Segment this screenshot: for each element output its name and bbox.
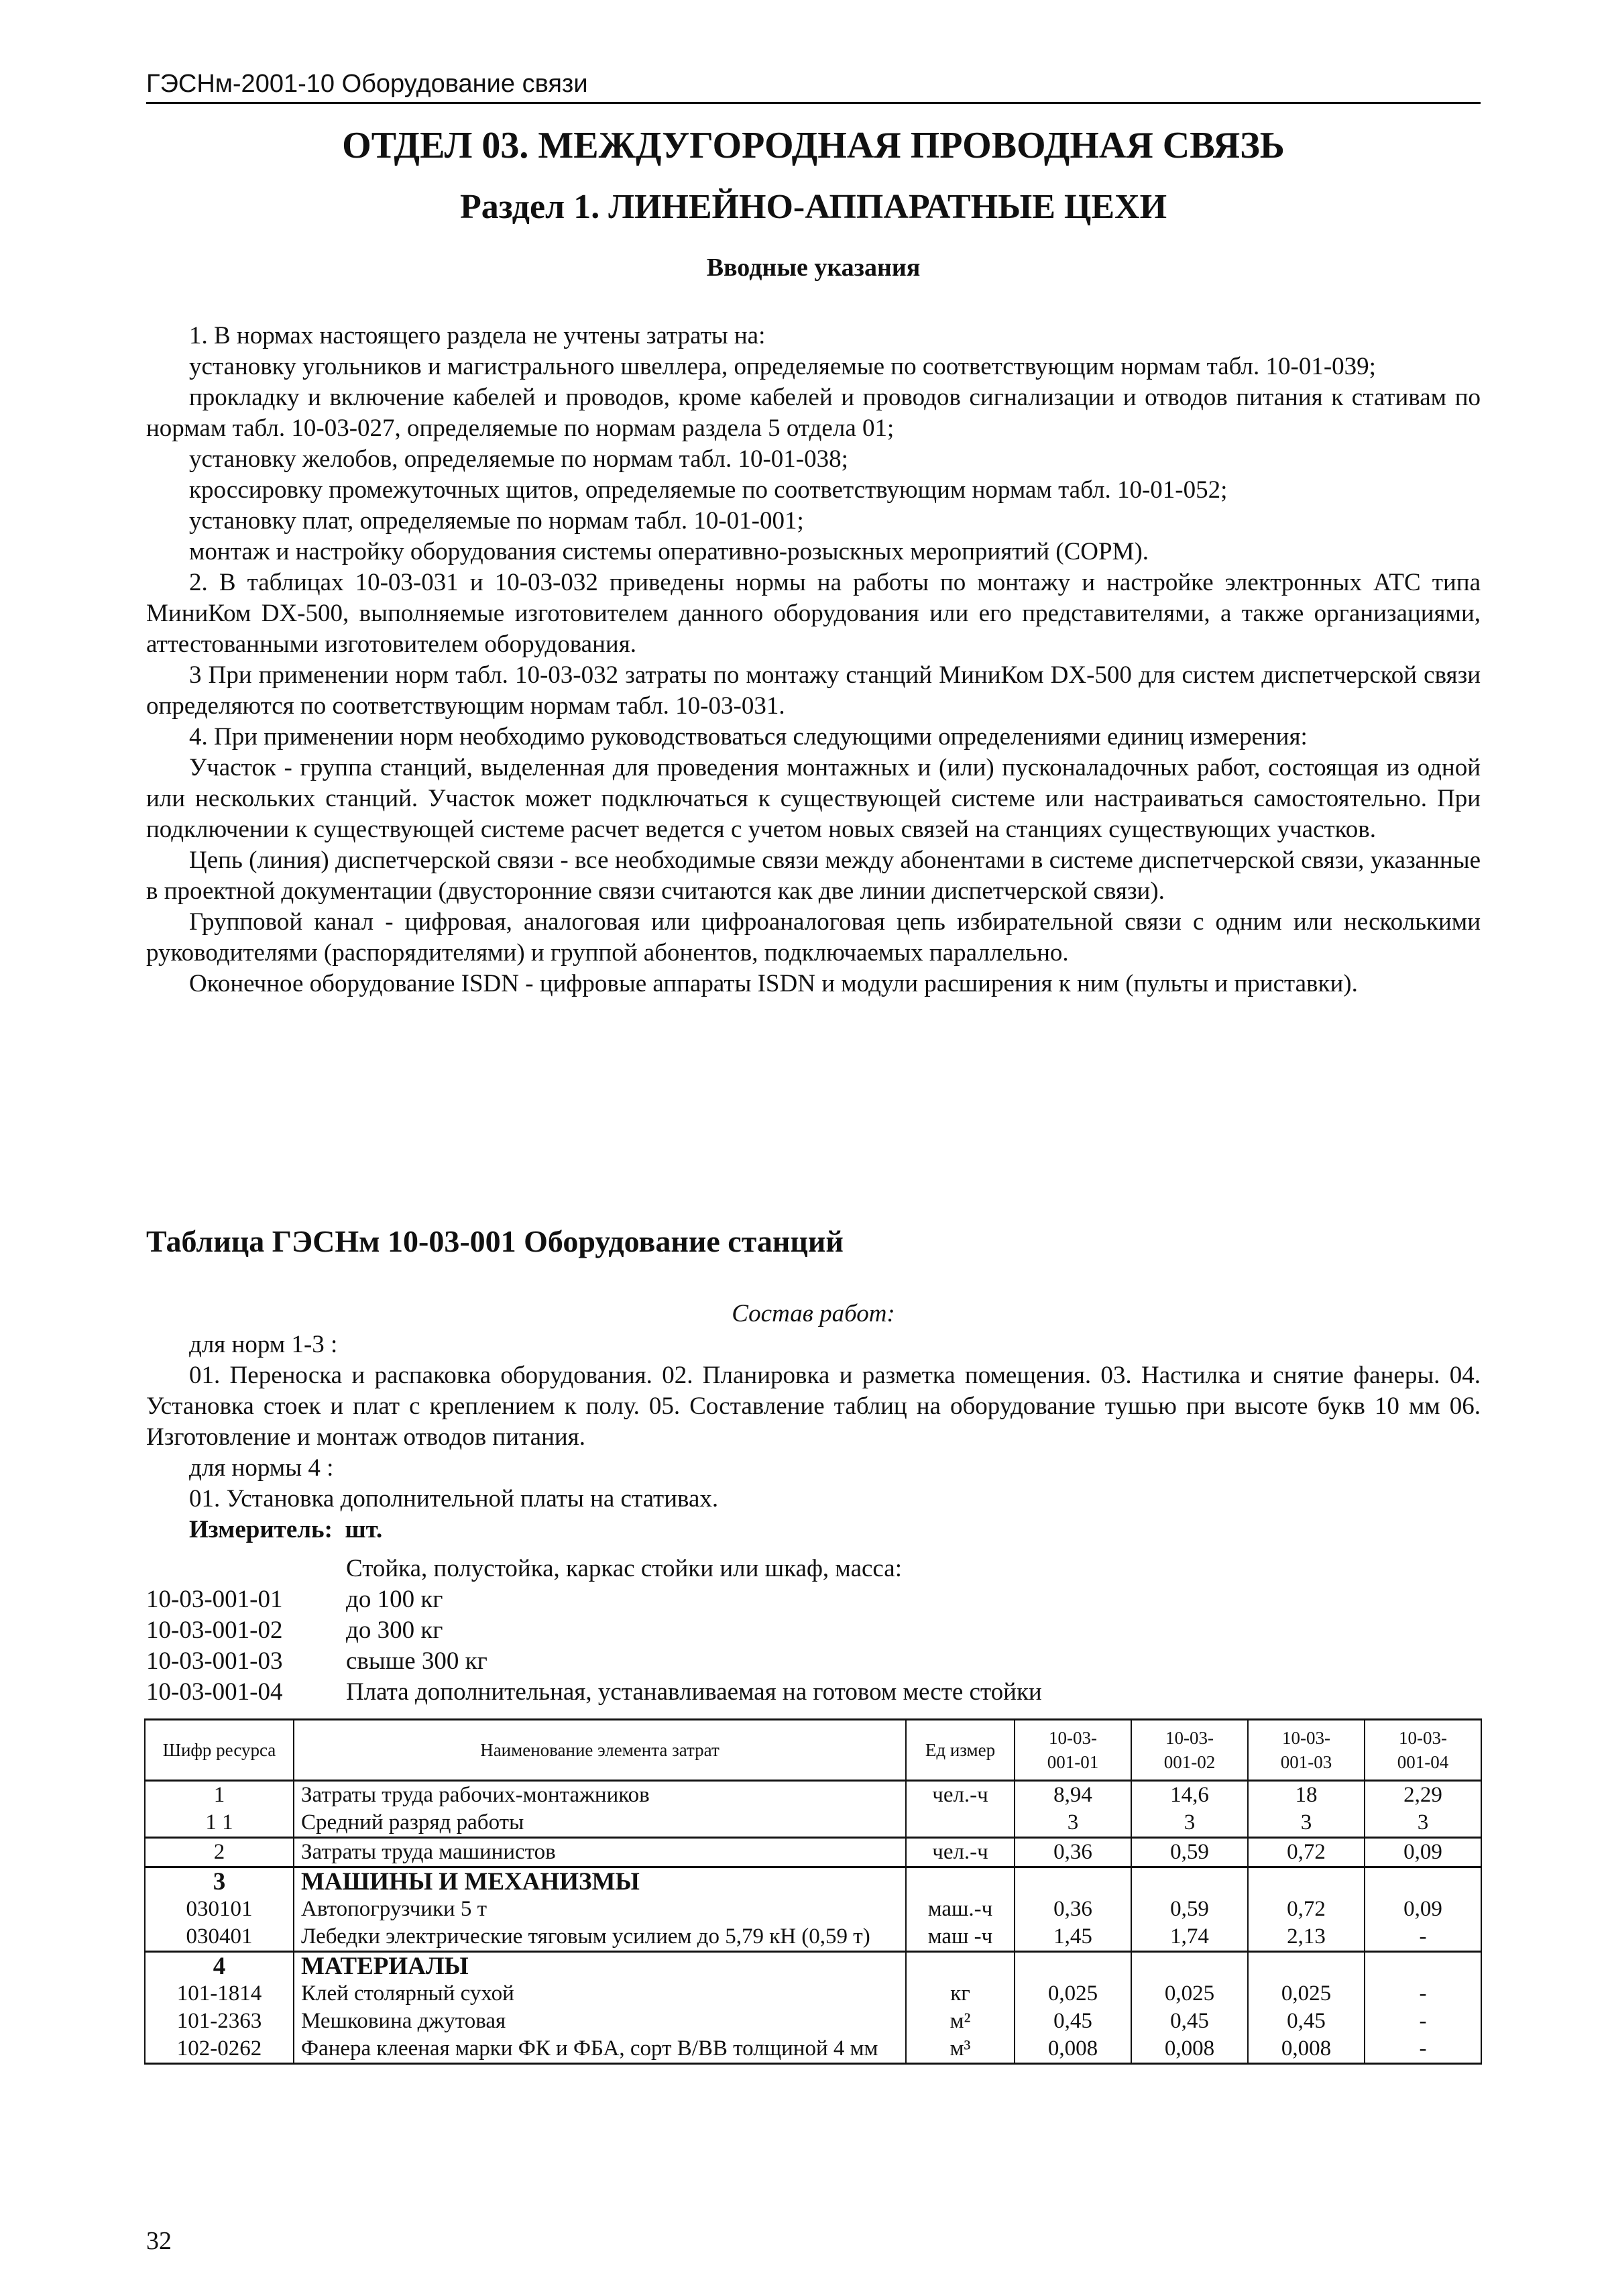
norms-1-3-label: для норм 1-3 : bbox=[189, 1331, 338, 1358]
intro-paragraph: установку плат, определяемые по нормам табл. 10-01-001; bbox=[189, 507, 804, 535]
table-row: 2 Затраты труда машинистов чел.-ч 0,36 0,59 0,72 0,09 bbox=[145, 1838, 1481, 1867]
intro-paragraph: 1. В нормах настоящего раздела не учтены затраты на: bbox=[189, 322, 766, 349]
table-row: 030401 Лебедки электрические тяговым усилием до 5,79 кН (0,59 т) маш -ч 1,45 1,74 2,13 - bbox=[145, 1923, 1481, 1952]
norm-code: 10-03-001-01 bbox=[146, 1586, 283, 1613]
norms-intro-row bbox=[146, 1553, 1481, 1584]
meter-label: Измеритель: bbox=[189, 1516, 333, 1543]
norm-desc: до 100 кг bbox=[346, 1586, 443, 1613]
intro-paragraph: Участок - группа станций, выделенная для проведения монтажных и (или) пусконаладочных работ, состоящая из одной или нескольких станций. Участок может подключаться к существующей системе или настраиваться самостоятельно. При подключении к существующей системе расчет ведется с учетом новых связей на станциях существующих участков. bbox=[146, 754, 1481, 843]
norm-4-label: для нормы 4 : bbox=[189, 1454, 334, 1482]
table-group-row: 3 МАШИНЫ И МЕХАНИЗМЫ bbox=[145, 1867, 1481, 1896]
header-unit: Ед измер bbox=[906, 1720, 1015, 1781]
table-row: 101-2363 Мешковина джутовая м² 0,45 0,45 0,45 - bbox=[145, 2008, 1481, 2035]
header-name: Наименование элемента затрат bbox=[294, 1720, 906, 1781]
table-row: 1 1 Средний разряд работы 3 3 3 3 bbox=[145, 1809, 1481, 1838]
table-row: 102-0262 Фанера клееная марки ФК и ФБА, сорт В/ВВ толщиной 4 мм м³ 0,008 0,008 0,008 - bbox=[145, 2035, 1481, 2064]
norm-row bbox=[146, 1677, 1481, 1708]
table-header-row bbox=[145, 1720, 1481, 1781]
intro-paragraph: монтаж и настройку оборудования системы оперативно-розыскных мероприятий (СОРМ). bbox=[189, 538, 1149, 565]
running-header: ГЭСНм-2001-10 Оборудование связи bbox=[146, 70, 588, 98]
norm-code: 10-03-001-02 bbox=[146, 1617, 283, 1644]
intro-paragraph: Цепь (линия) диспетчерской связи - все необходимые связи между абонентами в системе диспетчерской связи, указанные в проектной документации (двусторонние связи считаются как две линии диспетчерской связи). bbox=[146, 846, 1481, 905]
norm-row bbox=[146, 1615, 1481, 1646]
intro-paragraph: установку желобов, определяемые по нормам табл. 10-01-038; bbox=[189, 445, 848, 473]
norm-4-text: 01. Установка дополнительной платы на стативах. bbox=[189, 1485, 719, 1513]
intro-paragraph: кроссировку промежуточных щитов, определяемые по соответствующим нормам табл. 10-01-052; bbox=[189, 476, 1228, 504]
header-code: Шифр ресурса bbox=[145, 1720, 294, 1781]
table-title: Таблица ГЭСНм 10-03-001 Оборудование станций bbox=[146, 1224, 844, 1258]
header-norm-4: 10-03- 001-04 bbox=[1365, 1720, 1481, 1781]
norm-row bbox=[146, 1584, 1481, 1615]
department-title: ОТДЕЛ 03. МЕЖДУГОРОДНАЯ ПРОВОДНАЯ СВЯЗЬ bbox=[342, 125, 1285, 166]
table-row: 1 Затраты труда рабочих-монтажников чел.-ч 8,94 14,6 18 2,29 bbox=[145, 1781, 1481, 1810]
intro-paragraph: 4. При применении норм необходимо руководствоваться следующими определениями единиц измерения: bbox=[189, 723, 1308, 751]
table-group-row: 4 МАТЕРИАЛЫ bbox=[145, 1952, 1481, 1981]
header-norm-3: 10-03- 001-03 bbox=[1248, 1720, 1365, 1781]
header-rule bbox=[146, 102, 1481, 104]
norm-code: 10-03-001-04 bbox=[146, 1678, 283, 1706]
norms-list bbox=[146, 1553, 1481, 1708]
norm-desc: свыше 300 кг bbox=[346, 1647, 487, 1675]
page-number: 32 bbox=[146, 2227, 172, 2255]
work-composition-heading: Состав работ: bbox=[732, 1300, 895, 1327]
intro-paragraph: 3 При применении норм табл. 10-03-032 затраты по монтажу станций МиниКом DX-500 для систем диспетчерской связи определяются по соответствующим нормам табл. 10-03-031. bbox=[146, 661, 1481, 720]
header-norm-1: 10-03- 001-01 bbox=[1015, 1720, 1131, 1781]
header-norm-2: 10-03- 001-02 bbox=[1131, 1720, 1248, 1781]
meter-line bbox=[146, 1515, 1481, 1545]
intro-paragraph: 2. В таблицах 10-03-031 и 10-03-032 приведены нормы на работы по монтажу и настройке электронных АТС типа МиниКом DX-500, выполняемые изготовителем данного оборудования или его представителями, а также организациями, аттестованными изготовителем оборудования. bbox=[146, 569, 1481, 658]
intro-body bbox=[146, 321, 1481, 999]
norms-intro: Стойка, полустойка, каркас стойки или шкаф, масса: bbox=[346, 1555, 903, 1582]
section-title: Раздел 1. ЛИНЕЙНО-АППАРАТНЫЕ ЦЕХИ bbox=[459, 188, 1167, 226]
norm-code: 10-03-001-03 bbox=[146, 1647, 283, 1675]
norm-desc: Плата дополнительная, устанавливаемая на готовом месте стойки bbox=[346, 1678, 1042, 1706]
intro-paragraph: Оконечное оборудование ISDN - цифровые аппараты ISDN и модули расширения к ним (пульты и приставки). bbox=[189, 970, 1358, 997]
table-row: 101-1814 Клей столярный сухой кг 0,025 0,025 0,025 - bbox=[145, 1980, 1481, 2008]
intro-paragraph: Групповой канал - цифровая, аналоговая или цифроаналоговая цепь избирательной связи с одним или несколькими руководителями (распорядителями) и группой абонентов, подключаемых параллельно. bbox=[146, 908, 1481, 967]
resources-table bbox=[144, 1718, 1482, 2065]
work-composition bbox=[146, 1299, 1481, 1545]
table-row: 030101 Автопогрузчики 5 т маш.-ч 0,36 0,59 0,72 0,09 bbox=[145, 1896, 1481, 1923]
norm-desc: до 300 кг bbox=[346, 1617, 443, 1644]
meter-value: шт. bbox=[345, 1516, 383, 1543]
norms-1-3-text: 01. Переноска и распаковка оборудования. 02. Планировка и разметка помещения. 03. Настилка и снятие фанеры. 04. Установка стоек и плат с креплением к полу. 05. Составление таблиц на оборудование тушью при высоте букв 10 мм 06. Изготовление и монтаж отводов питания. bbox=[146, 1362, 1481, 1451]
intro-paragraph: прокладку и включение кабелей и проводов, кроме кабелей и проводов сигнализации и отводов питания к стативам по нормам табл. 10-03-027, определяемые по нормам раздела 5 отдела 01; bbox=[146, 384, 1481, 442]
intro-paragraph: установку угольников и магистрального швеллера, определяемые по соответствующим нормам табл. 10-01-039; bbox=[189, 353, 1376, 380]
intro-heading: Вводные указания bbox=[706, 254, 921, 282]
norm-row bbox=[146, 1646, 1481, 1677]
